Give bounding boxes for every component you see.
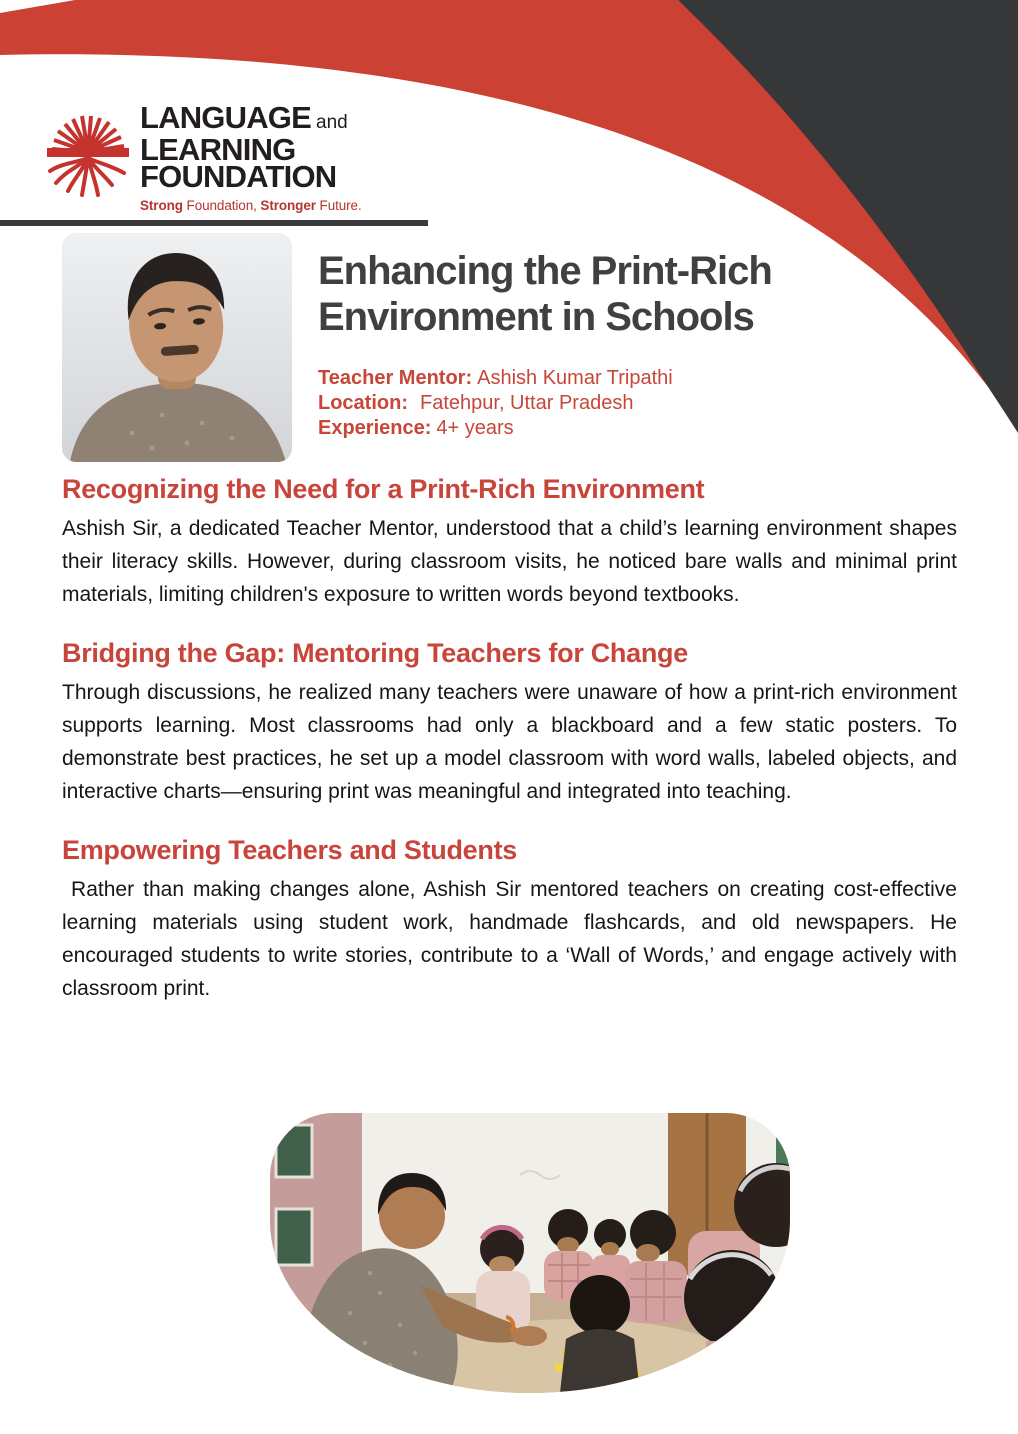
meta-experience: Experience: 4+ years bbox=[318, 417, 514, 439]
header-text-block bbox=[318, 248, 978, 441]
section-recognizing-need bbox=[62, 474, 957, 611]
logo-word-and: and bbox=[316, 112, 348, 133]
section-heading: Empowering Teachers and Students bbox=[62, 835, 517, 865]
logo-word-language: LANGUAGE and bbox=[140, 100, 348, 135]
section-body: Ashish Sir, a dedicated Teacher Mentor, understood that a child’s learning environment shapes their literacy skills. However, during classroom visits, he noticed bare walls and minimal print materials, limiting children's exposure to written words beyond textbooks. bbox=[62, 517, 957, 606]
logo-tagline: Strong Foundation, Stronger Future. bbox=[140, 198, 362, 213]
section-body: Through discussions, he realized many teachers were unaware of how a print-rich environment supports learning. Most classrooms had only a blackboard and a few static posters. To demonstrate best practices, he set up a model classroom with word walls, labeled objects, and interactive charts—ensuring print was meaningful and integrated into teaching. bbox=[62, 681, 957, 803]
section-body: Rather than making changes alone, Ashish Sir mentored teachers on creating cost-effective learning materials using student work, handmade flashcards, and old newspapers. He encouraged students to write stories, contribute to a ‘Wall of Words,’ and engage actively with classroom print. bbox=[62, 878, 957, 1000]
article-content bbox=[62, 474, 957, 1032]
logo-word-learning: LEARNING bbox=[140, 132, 296, 167]
logo-word-foundation: FOUNDATION bbox=[140, 159, 337, 194]
meta-location: Location: Fatehpur, Uttar Pradesh bbox=[318, 392, 634, 414]
mentor-portrait-photo bbox=[62, 233, 292, 462]
header-divider bbox=[0, 220, 428, 226]
classroom-illustration bbox=[270, 1113, 790, 1393]
portrait-illustration bbox=[62, 233, 292, 462]
mentor-meta bbox=[318, 366, 978, 441]
section-heading: Bridging the Gap: Mentoring Teachers for Change bbox=[62, 638, 688, 668]
logo-wordmark bbox=[140, 100, 362, 213]
logo-tree-icon bbox=[46, 110, 130, 202]
section-empowering bbox=[62, 835, 957, 1005]
page-title: Enhancing the Print-Rich Environment in Schools bbox=[318, 249, 772, 339]
section-bridging-gap bbox=[62, 638, 957, 808]
section-heading: Recognizing the Need for a Print-Rich Environment bbox=[62, 474, 705, 504]
org-logo bbox=[46, 100, 362, 213]
classroom-photo bbox=[270, 1113, 790, 1393]
meta-teacher-mentor: Teacher Mentor: Ashish Kumar Tripathi bbox=[318, 367, 673, 389]
